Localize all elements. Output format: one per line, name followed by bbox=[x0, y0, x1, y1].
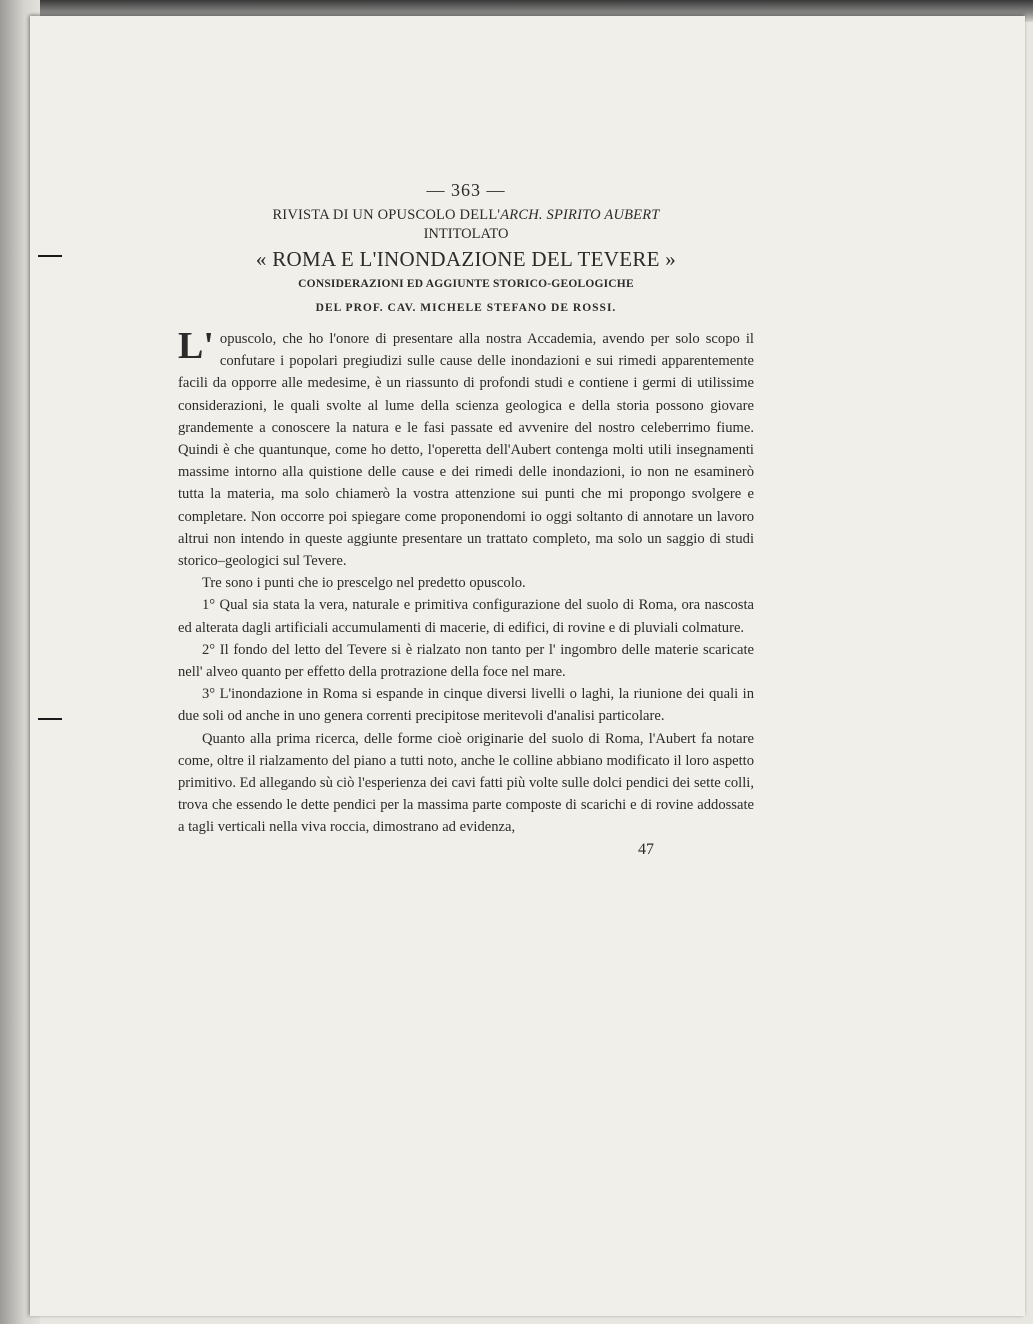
binding-mark bbox=[38, 255, 62, 257]
paragraph: Tre sono i punti che io prescelgo nel predetto opuscolo. bbox=[202, 575, 526, 592]
article-title: « ROMA E L'INONDAZIONE DEL TEVERE » bbox=[255, 247, 677, 271]
header-line-1-author: ARCH. SPIRITO AUBERT bbox=[500, 207, 660, 223]
paragraph: Quanto alla prima ricerca, delle forme cioè originarie del suolo di Roma, l'Aubert fa notare come, oltre il rialzamento del piano a tutti noto, anche le colline abbiano modificato il loro aspetto primitivo. Ed allegando sù ciò l'esperienza dei cavi fatti più volte sulle dolci pendici dei sette colli, trova che essendo le dette pendici per la massima parte composte di scarichi e di rovine addossate a tagli verticali nella viva roccia, dimostrano ad evidenza, bbox=[178, 730, 754, 836]
header-line-2: INTITOLATO bbox=[423, 226, 509, 242]
article-subtitle: CONSIDERAZIONI ED AGGIUNTE STORICO-GEOLOGICHE bbox=[298, 278, 634, 290]
paragraph: 2° Il fondo del letto del Tevere si è rialzato non tanto per l' ingombro delle materie scaricate nell' alveo quanto per effetto della protrazione della foce nel mare. bbox=[178, 641, 754, 681]
page-text bbox=[178, 180, 754, 859]
drop-cap: L' bbox=[178, 325, 214, 367]
article-body bbox=[178, 325, 754, 839]
binding-mark bbox=[38, 718, 62, 720]
paragraph-text: opuscolo, che ho l'onore di presentare alla nostra Accademia, avendo per solo scopo il confutare i popolari pregiudizi sulle cause delle inondazioni e sui rimedi apparentemente facili da opporre alle medesime, è un riassunto di profondi studi e contiene i germi di utilissime considerazioni, le quali svolte al lume della scienza geologica e della storia possono giovare grandemente a conoscere la natura e le fasi passate ed avvenire del nostro celeberrimo fiume. Quindi è che quantunque, come ho detto, l'operetta dell'Aubert contenga molti utili insegnamenti massime intorno alla quistione delle cause e dei rimedi delle inondazioni, io non ne esaminerò tutta la materia, ma solo chiamerò la vostra attenzione sui punti che mi propongo svolgere e completare. Non occorre poi spiegare come proponendomi io oggi soltanto di annotare un lavoro altrui non intendo in queste aggiunte presentare un trattato completo, ma solo un saggio di studi storico–geologici sul Tevere. bbox=[178, 331, 754, 570]
page-number: — 363 — bbox=[426, 180, 506, 200]
header-line-1 bbox=[178, 207, 754, 224]
paragraph: 3° L'inondazione in Roma si espande in cinque diversi livelli o laghi, la riunione dei quali in due soli od anche in uno genera correnti precipitose meritevoli d'analisi particolare. bbox=[178, 686, 754, 725]
paragraph bbox=[178, 325, 754, 572]
article-author: DEL PROF. CAV. MICHELE STEFANO DE ROSSI. bbox=[315, 302, 617, 314]
header-line-1-prefix: RIVISTA DI UN OPUSCOLO DELL' bbox=[272, 207, 501, 223]
paragraph: 1° Qual sia stata la vera, naturale e primitiva configurazione del suolo di Roma, ora nascosta ed alterata dagli artificiali accumulamenti di macerie, di edifici, di rovine e di pluviali colmature. bbox=[178, 597, 754, 636]
signature-mark: 47 bbox=[638, 840, 654, 858]
